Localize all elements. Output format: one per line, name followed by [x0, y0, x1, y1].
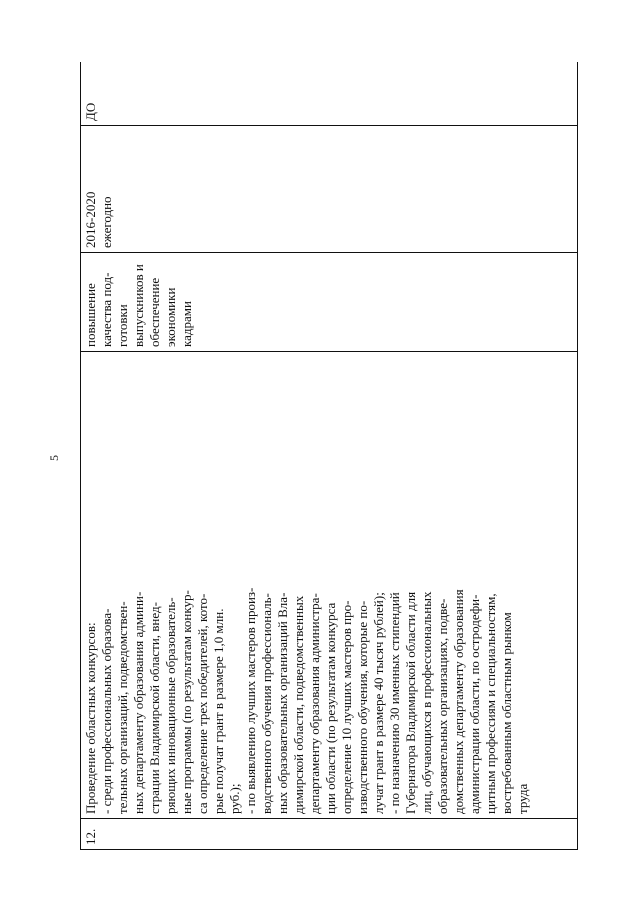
- expected-result-cell: [81, 253, 578, 352]
- description-line: цитным профессиям и специальностям,: [483, 593, 498, 814]
- description-line: водственного обучения профессиональ-: [259, 593, 274, 814]
- term-years: 2016-2020: [83, 191, 98, 248]
- measure-description-cell: [81, 352, 578, 819]
- description-line: страции Владимирской области, внед-: [147, 602, 162, 814]
- description-line: ряющих инновационные образователь-: [163, 597, 178, 814]
- result-line: кадрами: [179, 301, 194, 347]
- measures-table: [80, 62, 578, 850]
- result-line: повышение качества под-: [83, 272, 114, 347]
- description-line: труда: [515, 783, 530, 814]
- description-line: востребованным областным рынком: [499, 612, 514, 814]
- description-line: образовательных организациях, подве-: [435, 598, 450, 814]
- result-line: готовки выпускников и: [115, 264, 146, 347]
- description-line: ции области (по результатам конкурса: [323, 602, 338, 814]
- description-line: Проведение областных конкурсов:: [83, 622, 98, 814]
- description-line: Губернатора Владимирской области для: [403, 591, 418, 814]
- description-line: ных образовательных организаций Вла-: [275, 592, 290, 814]
- term-cell: [81, 126, 578, 253]
- description-line: рые получат грант в размере 1,0 млн.: [211, 608, 226, 814]
- description-line: домственных департаменту образования: [451, 589, 466, 814]
- description-line: - по назначению 30 именных стипендий: [387, 592, 402, 814]
- document-table-frame: [80, 62, 578, 850]
- description-line: изводственного обучения, которые по-: [355, 600, 370, 814]
- description-line: департаменту образования администра-: [307, 593, 322, 814]
- description-line: са определение трех победителей, кото-: [195, 593, 210, 814]
- description-line: ные программы (по результатам конкур-: [179, 590, 194, 814]
- page-number: 5: [47, 455, 61, 461]
- rotated-table: [80, 62, 578, 850]
- description-line: администрации области, по остродефи-: [467, 594, 482, 814]
- row-number-cell: 12.: [81, 819, 578, 850]
- description-line: ных департаменту образования админи-: [131, 591, 146, 814]
- result-line: обеспечение экономики: [147, 277, 178, 347]
- term-frequency: ежегодно: [99, 196, 114, 248]
- description-line: тельных организаций, подведомствен-: [115, 601, 130, 814]
- description-line: руб.);: [227, 783, 242, 814]
- description-line: - по выявлению лучших мастеров произ-: [243, 587, 258, 814]
- description-line: определение 10 лучших мастеров про-: [339, 600, 354, 814]
- executor-cell: ДО: [81, 62, 578, 126]
- table-row: [81, 62, 578, 850]
- description-line: лучат грант в размере 40 тысяч рублей);: [371, 592, 386, 814]
- description-line: лиц, обучающихся в профессиональных: [419, 591, 434, 814]
- description-line: - среди профессиональных образова-: [99, 608, 114, 814]
- description-line: димирской области, подведомственных: [291, 595, 306, 814]
